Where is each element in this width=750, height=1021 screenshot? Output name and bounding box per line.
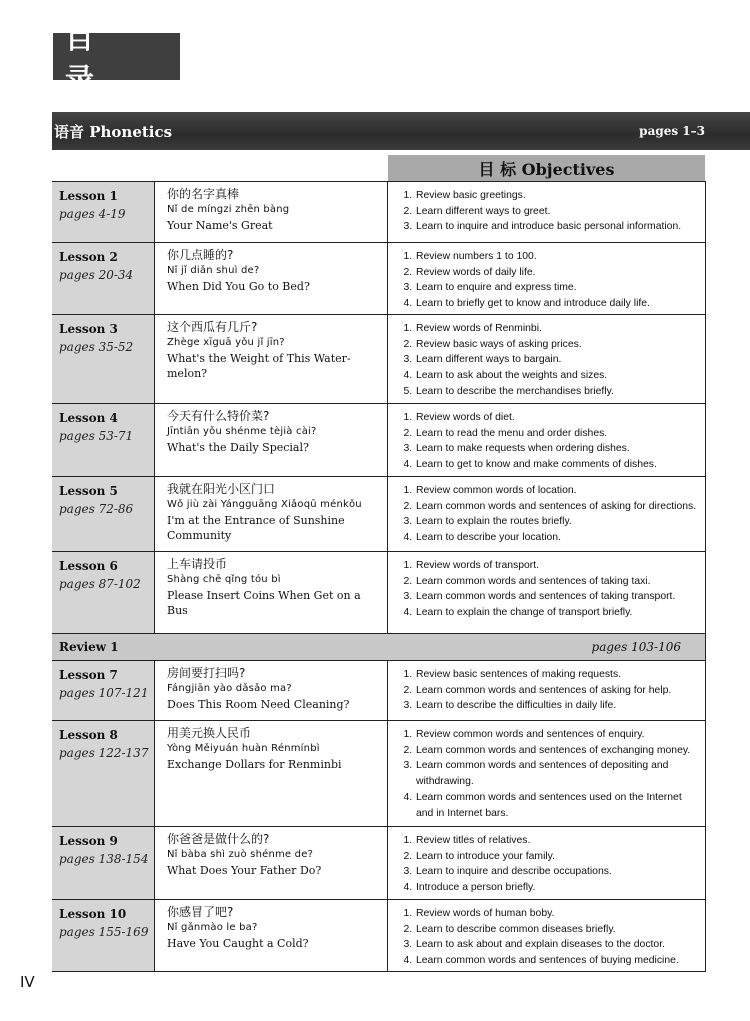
phonetics-section-bar xyxy=(52,112,750,150)
lesson-name: Lesson 4 xyxy=(59,411,118,425)
lesson-title-pinyin: Nǐ de míngzi zhēn bàng xyxy=(167,204,290,215)
lesson-title-pinyin: Jīntiān yǒu shénme tèjià cài? xyxy=(167,426,317,437)
objective-item: 4. Learn to ask about the weights and sizes. xyxy=(415,368,699,384)
lesson-title-cell xyxy=(155,243,388,314)
lesson-title-cell xyxy=(155,404,388,476)
lesson-title-pinyin: Fángjiān yào dǎsǎo ma? xyxy=(167,683,292,694)
lesson-name: Lesson 1 xyxy=(59,189,118,203)
lesson-objectives-cell xyxy=(388,661,706,720)
objective-item: 5. Learn to describe the merchandises briefly. xyxy=(415,384,699,400)
lesson-objectives-cell xyxy=(388,900,706,971)
lesson-title-chinese: 房间要打扫吗? xyxy=(167,666,246,680)
objective-item: 1. Review words of diet. xyxy=(415,410,699,426)
lesson-row xyxy=(52,243,706,315)
lesson-objectives-cell xyxy=(388,182,706,242)
lesson-pages: pages 87-102 xyxy=(59,577,141,591)
lesson-title-chinese: 你感冒了吧? xyxy=(167,905,234,919)
lesson-row xyxy=(52,721,706,827)
objectives-list xyxy=(398,410,699,473)
objective-item: 1. Review numbers 1 to 100. xyxy=(415,249,699,265)
objective-item: 3. Learn common words and sentences of depositing and withdrawing. xyxy=(415,758,699,789)
lesson-row xyxy=(52,900,706,972)
lesson-title-chinese: 你的名字真棒 xyxy=(167,187,240,201)
objectives-list xyxy=(398,667,699,714)
objective-item: 1. Review titles of relatives. xyxy=(415,833,699,849)
lesson-group-1 xyxy=(52,182,706,634)
objectives-list xyxy=(398,558,699,621)
lesson-objectives-cell xyxy=(388,477,706,551)
objective-item: 4. Learn common words and sentences of buying medicine. xyxy=(415,953,699,969)
lesson-name: Lesson 5 xyxy=(59,484,118,498)
objectives-list xyxy=(398,321,699,400)
lesson-name: Lesson 8 xyxy=(59,728,118,742)
objective-item: 2. Learn common words and sentences of asking for directions. xyxy=(415,499,699,515)
lesson-title-chinese: 上车请投币 xyxy=(167,557,228,571)
objective-item: 1. Review common words and sentences of enquiry. xyxy=(415,727,699,743)
objectives-list xyxy=(398,727,699,821)
lesson-title-english: What's the Daily Special? xyxy=(167,441,309,454)
lesson-pages: pages 122-137 xyxy=(59,746,149,760)
contents-table xyxy=(52,181,706,972)
objective-item: 2. Learn common words and sentences of taking taxi. xyxy=(415,574,699,590)
lesson-title-cell xyxy=(155,721,388,826)
objective-item: 1. Review words of human boby. xyxy=(415,906,699,922)
lesson-title-english: What Does Your Father Do? xyxy=(167,864,322,877)
objective-item: 2. Learn different ways to greet. xyxy=(415,204,699,220)
lesson-number-cell xyxy=(52,552,155,633)
objective-item: 2. Learn common words and sentences of asking for help. xyxy=(415,683,699,699)
objective-item: 3. Learn common words and sentences of taking transport. xyxy=(415,589,699,605)
lesson-title-cell xyxy=(155,315,388,403)
lesson-title-pinyin: Shàng chē qǐng tóu bì xyxy=(167,574,281,585)
page-number: IV xyxy=(20,973,35,991)
lesson-row xyxy=(52,827,706,900)
lesson-objectives-cell xyxy=(388,827,706,899)
lesson-title-english: When Did You Go to Bed? xyxy=(167,280,310,293)
objectives-header: 目 标 Objectives xyxy=(388,155,705,181)
lesson-row xyxy=(52,315,706,404)
objective-item: 3. Learn to inquire and describe occupations. xyxy=(415,864,699,880)
objective-item: 4. Learn to describe your location. xyxy=(415,530,699,546)
lesson-pages: pages 72-86 xyxy=(59,502,134,516)
lesson-title-chinese: 用美元换人民币 xyxy=(167,726,252,740)
lesson-row xyxy=(52,404,706,477)
lesson-row xyxy=(52,552,706,634)
lesson-number-cell xyxy=(52,827,155,899)
objective-item: 4. Learn to briefly get to know and introduce daily life. xyxy=(415,296,699,312)
objective-item: 4. Learn to get to know and make comments of dishes. xyxy=(415,457,699,473)
lesson-number-cell xyxy=(52,477,155,551)
objective-item: 3. Learn different ways to bargain. xyxy=(415,352,699,368)
lesson-pages: pages 20-34 xyxy=(59,268,134,282)
lesson-name: Lesson 2 xyxy=(59,250,118,264)
lesson-row xyxy=(52,661,706,721)
lesson-number-cell xyxy=(52,182,155,242)
lesson-objectives-cell xyxy=(388,243,706,314)
lesson-title-pinyin: Wǒ jiù zài Yángguāng Xiǎoqū ménkǒu xyxy=(167,499,362,510)
lesson-title-english: I'm at the Entrance of Sunshine Community xyxy=(167,514,345,542)
lesson-pages: pages 138-154 xyxy=(59,852,149,866)
lesson-number-cell xyxy=(52,315,155,403)
lesson-pages: pages 35-52 xyxy=(59,340,134,354)
lesson-objectives-cell xyxy=(388,721,706,826)
lesson-title-chinese: 你几点睡的? xyxy=(167,248,234,262)
lesson-row xyxy=(52,182,706,243)
lesson-title-pinyin: Yòng Měiyuán huàn Rénmínbì xyxy=(167,743,320,754)
lesson-number-cell xyxy=(52,661,155,720)
lesson-objectives-cell xyxy=(388,552,706,633)
objective-item: 3. Learn to make requests when ordering dishes. xyxy=(415,441,699,457)
objectives-list xyxy=(398,833,699,896)
lesson-title-cell xyxy=(155,900,388,971)
lesson-title-cell xyxy=(155,477,388,551)
objective-item: 4. Learn common words and sentences used on the Internet and in Internet bars. xyxy=(415,790,699,821)
lesson-number-cell xyxy=(52,404,155,476)
lesson-title-english: Exchange Dollars for Renminbi xyxy=(167,758,342,771)
lesson-name: Lesson 7 xyxy=(59,668,118,682)
lesson-title-pinyin: Nǐ bàba shì zuò shénme de? xyxy=(167,849,314,860)
phonetics-pages: pages 1–3 xyxy=(639,124,705,138)
lesson-name: Lesson 9 xyxy=(59,834,118,848)
lesson-title-chinese: 今天有什么特价菜? xyxy=(167,409,270,423)
lesson-pages: pages 53-71 xyxy=(59,429,134,443)
lesson-title-cell xyxy=(155,552,388,633)
lesson-title-english: What's the Weight of This Water-melon? xyxy=(167,352,351,380)
lesson-title-cell xyxy=(155,182,388,242)
objective-item: 3. Learn to ask about and explain diseases to the doctor. xyxy=(415,937,699,953)
lesson-title-pinyin: Nǐ gǎnmào le ba? xyxy=(167,922,258,933)
lesson-title-pinyin: Nǐ jǐ diǎn shuì de? xyxy=(167,265,260,276)
lesson-group-2 xyxy=(52,661,706,972)
objective-item: 3. Learn to explain the routes briefly. xyxy=(415,514,699,530)
lesson-title-english: Have You Caught a Cold? xyxy=(167,937,309,950)
objective-item: 1. Review basic greetings. xyxy=(415,188,699,204)
lesson-title-cell xyxy=(155,827,388,899)
objective-item: 1. Review words of Renminbi. xyxy=(415,321,699,337)
objectives-list xyxy=(398,906,699,969)
objectives-list xyxy=(398,188,699,235)
lesson-pages: pages 107-121 xyxy=(59,686,149,700)
objective-item: 4. Learn to explain the change of transport briefly. xyxy=(415,605,699,621)
lesson-row xyxy=(52,477,706,552)
lesson-name: Lesson 10 xyxy=(59,907,127,921)
objective-item: 3. Learn to inquire and introduce basic personal information. xyxy=(415,219,699,235)
lesson-objectives-cell xyxy=(388,404,706,476)
objective-item: 3. Learn to enquire and express time. xyxy=(415,280,699,296)
review-pages: pages 103-106 xyxy=(591,640,681,654)
objective-item: 1. Review basic sentences of making requests. xyxy=(415,667,699,683)
objective-item: 2. Learn common words and sentences of exchanging money. xyxy=(415,743,699,759)
objective-item: 2. Learn to introduce your family. xyxy=(415,849,699,865)
lesson-number-cell xyxy=(52,900,155,971)
lesson-title-cell xyxy=(155,661,388,720)
lesson-number-cell xyxy=(52,243,155,314)
lesson-objectives-cell xyxy=(388,315,706,403)
objective-item: 3. Learn to describe the difficulties in daily life. xyxy=(415,698,699,714)
objectives-list xyxy=(398,483,699,546)
page-title: 目 录 xyxy=(53,33,180,80)
lesson-pages: pages 4-19 xyxy=(59,207,126,221)
review-row xyxy=(52,634,706,661)
lesson-title-english: Does This Room Need Cleaning? xyxy=(167,698,350,711)
lesson-title-english: Please Insert Coins When Get on a Bus xyxy=(167,589,361,617)
lesson-title-english: Your Name's Great xyxy=(167,219,273,232)
objective-item: 2. Review basic ways of asking prices. xyxy=(415,337,699,353)
objective-item: 2. Learn to describe common diseases briefly. xyxy=(415,922,699,938)
lesson-name: Lesson 6 xyxy=(59,559,118,573)
objective-item: 4. Introduce a person briefly. xyxy=(415,880,699,896)
lesson-title-pinyin: Zhège xīguā yǒu jǐ jīn? xyxy=(167,337,285,348)
lesson-pages: pages 155-169 xyxy=(59,925,149,939)
objectives-list xyxy=(398,249,699,312)
phonetics-title: 语音 Phonetics xyxy=(54,122,173,141)
objective-item: 2. Review words of daily life. xyxy=(415,265,699,281)
lesson-name: Lesson 3 xyxy=(59,322,118,336)
objective-item: 2. Learn to read the menu and order dishes. xyxy=(415,426,699,442)
lesson-title-chinese: 你爸爸是做什么的? xyxy=(167,832,270,846)
objective-item: 1. Review words of transport. xyxy=(415,558,699,574)
lesson-title-chinese: 这个西瓜有几斤? xyxy=(167,320,258,334)
lesson-title-chinese: 我就在阳光小区门口 xyxy=(167,482,276,496)
lesson-number-cell xyxy=(52,721,155,826)
objective-item: 1. Review common words of location. xyxy=(415,483,699,499)
review-name: Review 1 xyxy=(59,640,119,654)
